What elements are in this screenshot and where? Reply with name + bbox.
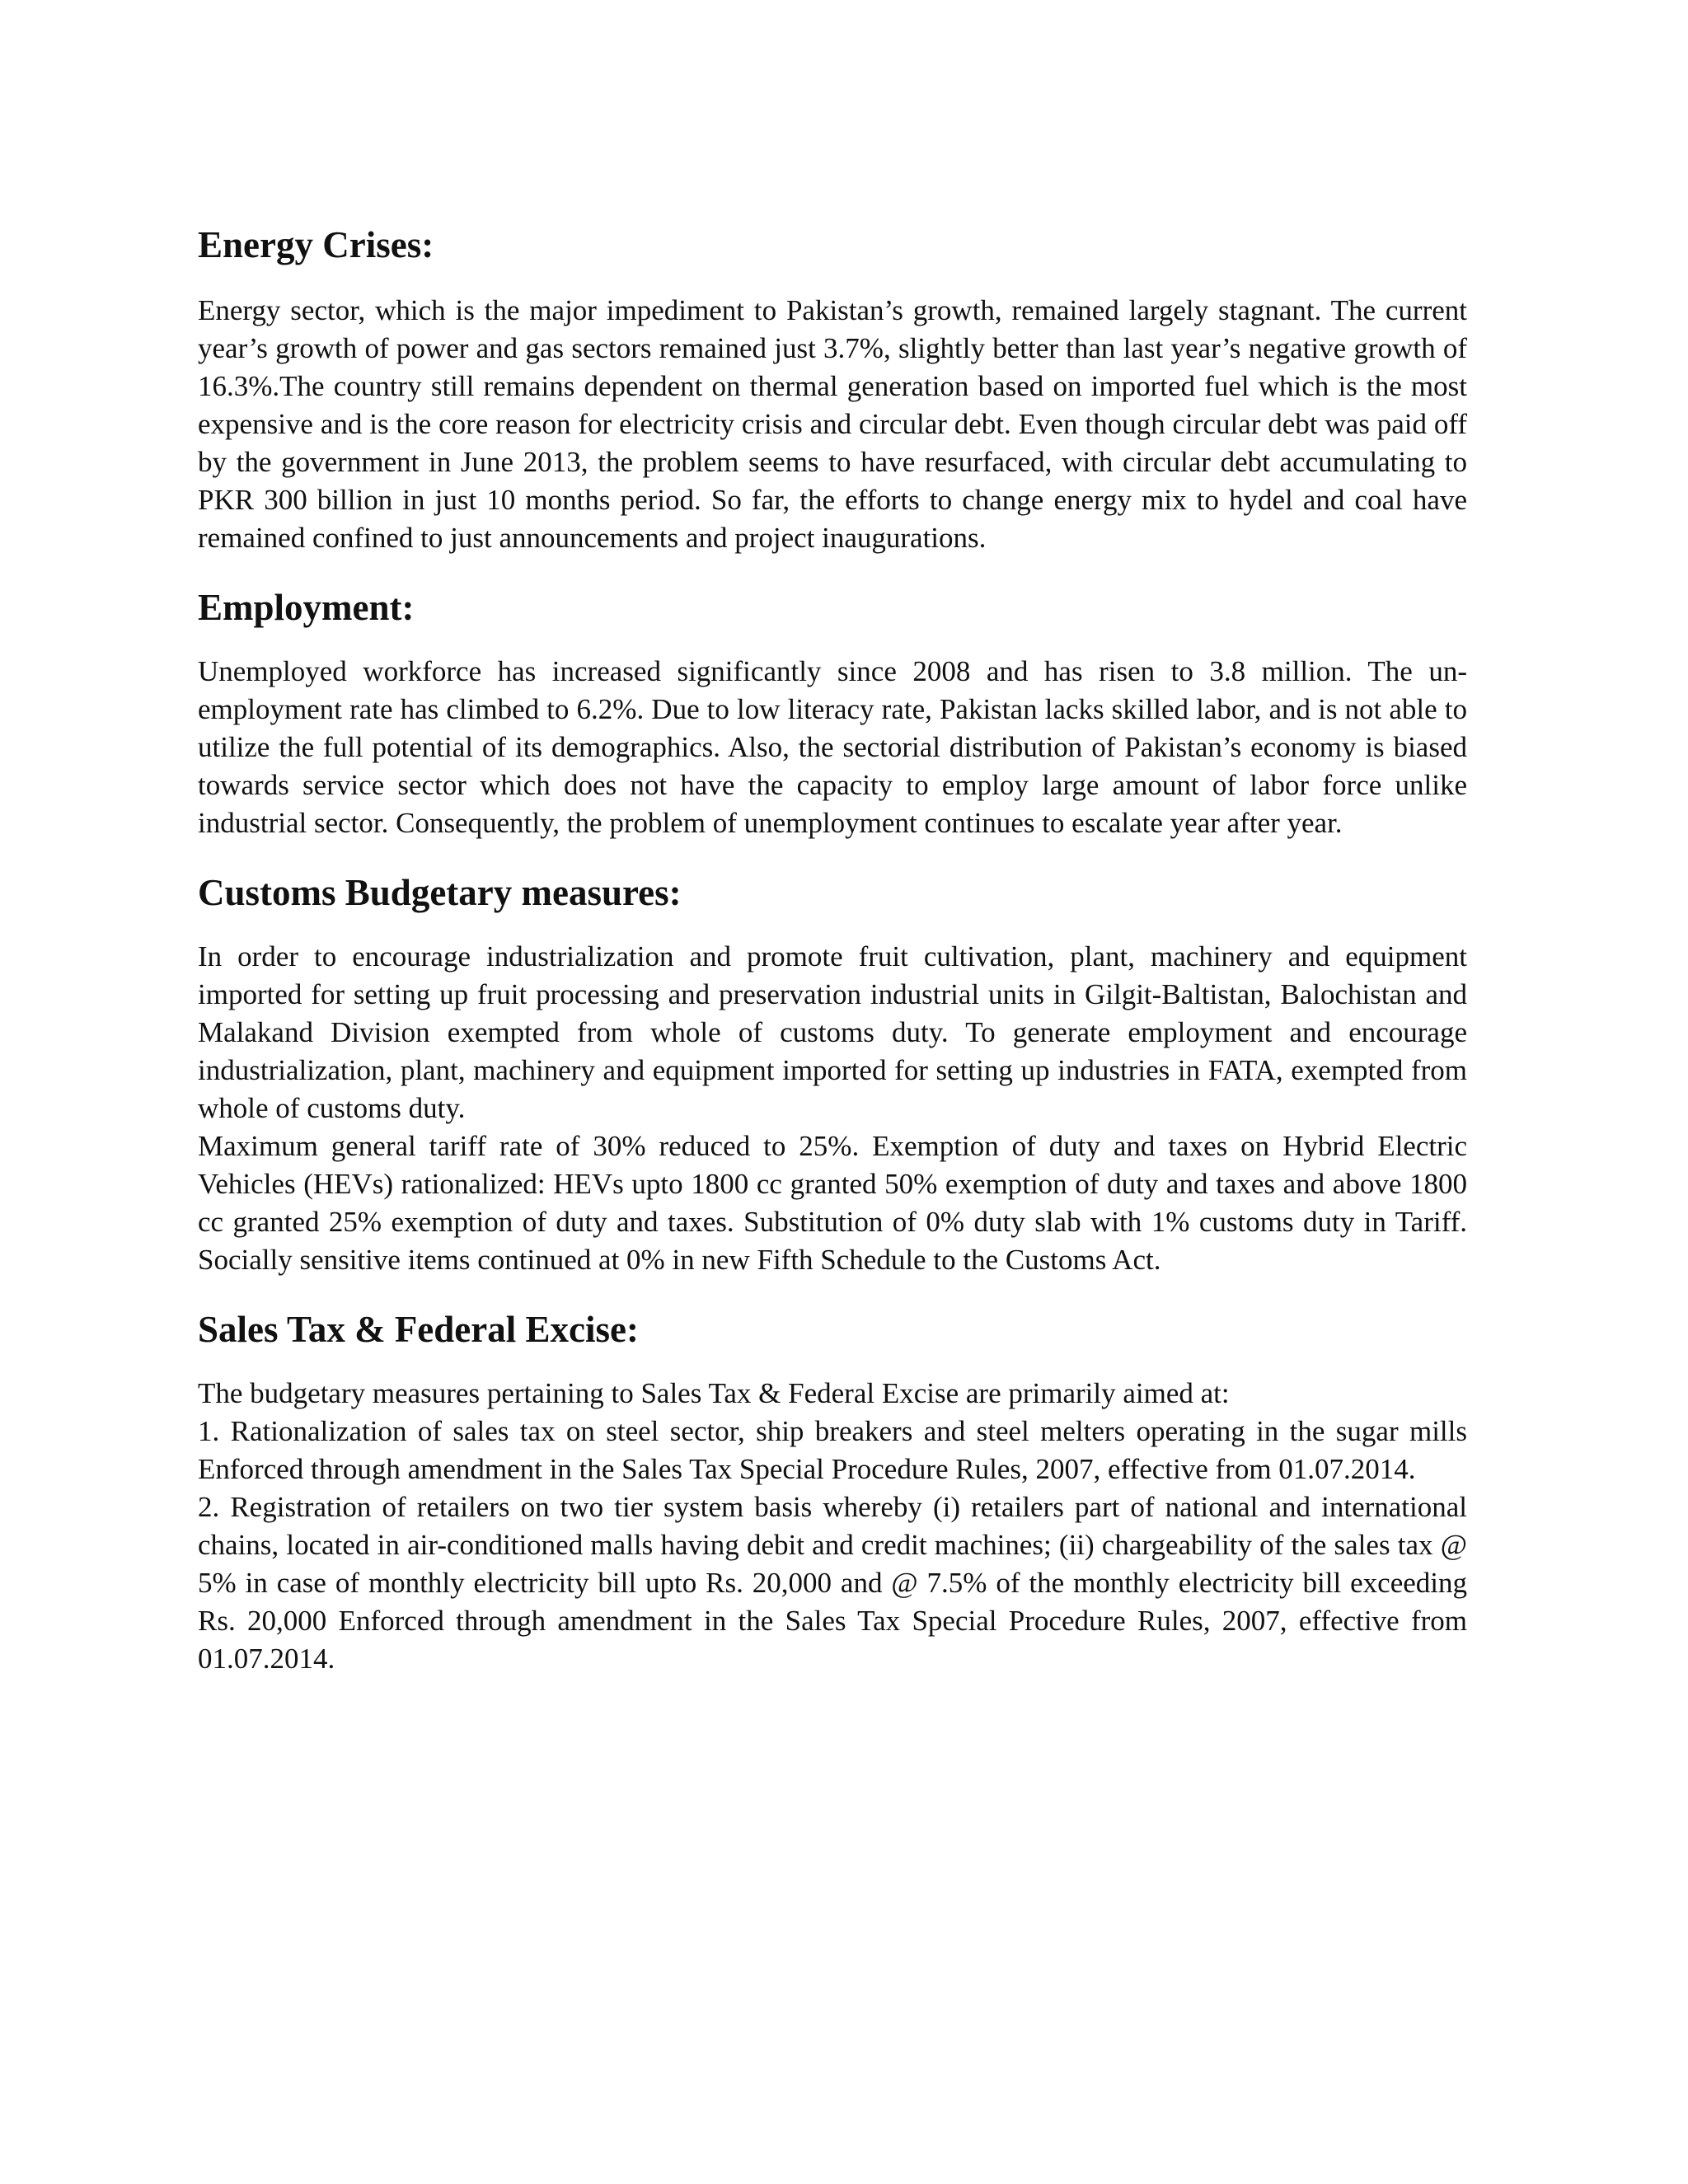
paragraph: Energy sector, which is the major impediment to Pakistan’s growth, remained largely stagnant. The current year’s growth of power and gas sectors remained just 3.7%, slightly better than last year’s negative growth of 16.3%.The country still remains dependent on thermal generation based on imported fuel which is the most expensive and is the core reason for electricity crisis and circular debt. Even though circular debt was paid off by the government in June 2013, the problem seems to have resurfaced, with circular debt accumulating to PKR 300 billion in just 10 months period. So far, the efforts to change energy mix to hydel and coal have remained confined to just announcements and project inaugurations.: [198, 294, 1467, 554]
paragraph: Maximum general tariff rate of 30% reduced to 25%. Exemption of duty and taxes on Hybrid Electric Vehicles (HEVs) rationalized: HEVs upto 1800 cc granted 50% exemption of duty and taxes and above 1800 cc granted 25% exemption of duty and taxes. Substitution of 0% duty slab with 1% customs duty in Tariff. Socially sensitive items continued at 0% in new Fifth Schedule to the Customs Act.: [198, 1130, 1467, 1276]
numbered-paragraph: 2. Registration of retailers on two tier system basis whereby (i) retailers part of national and international chains, located in air-conditioned malls having debit and credit machines; (ii) chargeability of the sales tax @ 5% in case of monthly electricity bill upto Rs. 20,000 and @ 7.5% of the monthly electricity bill exceeding Rs. 20,000 Enforced through amendment in the Sales Tax Special Procedure Rules, 2007, effective from 01.07.2014.: [198, 1491, 1467, 1675]
numbered-paragraph: 1. Rationalization of sales tax on steel sector, ship breakers and steel melters operating in the sugar mills Enforced through amendment in the Sales Tax Special Procedure Rules, 2007, effective from 01.07.2014.: [198, 1415, 1467, 1485]
section-heading: Energy Crises:: [198, 224, 434, 265]
section-heading: Sales Tax & Federal Excise:: [198, 1309, 639, 1350]
section-employment: [198, 585, 1467, 842]
section-heading: Employment:: [198, 587, 415, 628]
paragraph: In order to encourage industrialization and promote fruit cultivation, plant, machinery and equipment imported for setting up fruit processing and preservation industrial units in Gilgit-Baltistan, Balochistan and Malakand Division exempted from whole of customs duty. To generate employment and encourage industrialization, plant, machinery and equipment imported for setting up industries in FATA, exempted from whole of customs duty.: [198, 940, 1467, 1124]
section-energy-crises: [198, 223, 1467, 557]
section-customs-budgetary-measures: [198, 870, 1467, 1279]
paragraph: Unemployed workforce has increased significantly since 2008 and has risen to 3.8 million. The un-employment rate has climbed to 6.2%. Due to low literacy rate, Pakistan lacks skilled labor, and is not able to utilize the full potential of its demographics. Also, the sectorial distribution of Pakistan’s economy is biased towards service sector which does not have the capacity to employ large amount of labor force unlike industrial sector. Consequently, the problem of unemployment continues to escalate year after year.: [198, 655, 1467, 839]
document-body: [198, 223, 1467, 1706]
section-heading: Customs Budgetary measures:: [198, 872, 682, 913]
paragraph: The budgetary measures pertaining to Sales Tax & Federal Excise are primarily aimed at:: [198, 1377, 1230, 1409]
section-sales-tax-federal-excise: [198, 1307, 1467, 1678]
